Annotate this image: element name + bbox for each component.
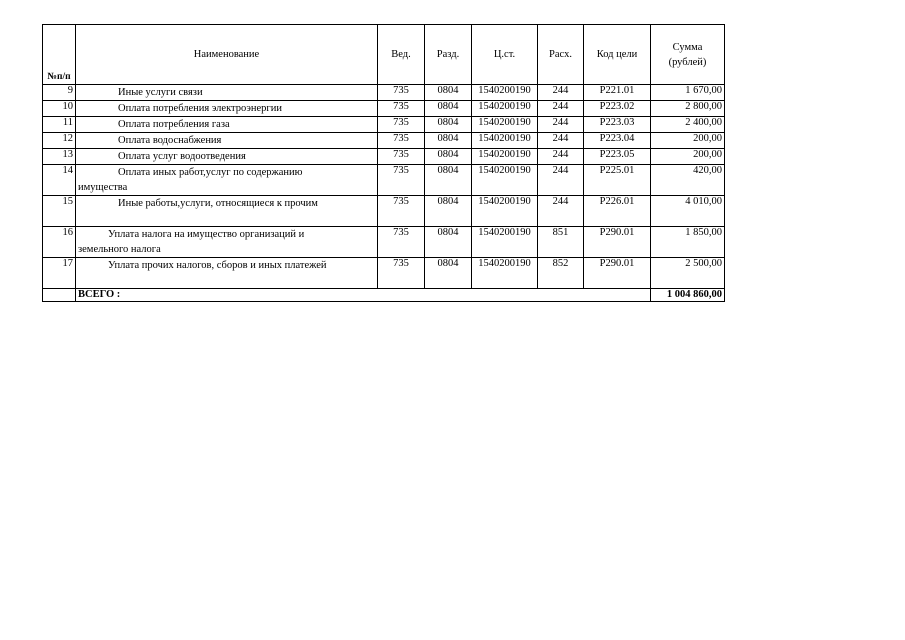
header-name: Наименование	[76, 25, 378, 85]
row-rash: 244	[538, 117, 584, 133]
row-sum: 4 010,00	[651, 196, 725, 227]
row-kod: P225.01	[584, 165, 651, 196]
row-razd: 0804	[425, 258, 472, 289]
row-razd: 0804	[425, 149, 472, 165]
row-ved: 735	[378, 196, 425, 227]
row-sum: 1 670,00	[651, 85, 725, 101]
row-cst: 1540200190	[472, 165, 538, 196]
row-num: 17	[43, 258, 76, 289]
row-razd: 0804	[425, 196, 472, 227]
row-ved: 735	[378, 117, 425, 133]
row-rash: 852	[538, 258, 584, 289]
row-cst: 1540200190	[472, 133, 538, 149]
row-name: Оплата потребления электроэнергии	[76, 101, 378, 117]
row-sum: 200,00	[651, 149, 725, 165]
table-row	[43, 258, 725, 289]
row-name: Оплата услуг водоотведения	[76, 149, 378, 165]
total-row	[43, 289, 725, 302]
row-sum: 2 400,00	[651, 117, 725, 133]
row-num: 11	[43, 117, 76, 133]
header-num: №п/п	[43, 25, 76, 85]
row-sum: 1 850,00	[651, 227, 725, 258]
row-ved: 735	[378, 227, 425, 258]
row-kod: P223.03	[584, 117, 651, 133]
row-rash: 244	[538, 101, 584, 117]
row-num: 14	[43, 165, 76, 196]
header-razd: Разд.	[425, 25, 472, 85]
row-ved: 735	[378, 133, 425, 149]
row-num: 10	[43, 101, 76, 117]
row-kod: P226.01	[584, 196, 651, 227]
row-cst: 1540200190	[472, 258, 538, 289]
header-ved: Вед.	[378, 25, 425, 85]
table-row	[43, 165, 725, 196]
row-kod: P223.04	[584, 133, 651, 149]
row-cst: 1540200190	[472, 196, 538, 227]
row-name: Уплата налога на имущество организаций и земельного налога	[76, 227, 378, 258]
row-razd: 0804	[425, 165, 472, 196]
table-row	[43, 117, 725, 133]
table-row	[43, 227, 725, 258]
row-num: 16	[43, 227, 76, 258]
row-kod: P221.01	[584, 85, 651, 101]
table-row	[43, 196, 725, 227]
row-kod: P223.05	[584, 149, 651, 165]
header-kod: Код цели	[584, 25, 651, 85]
row-rash: 244	[538, 196, 584, 227]
table-row	[43, 149, 725, 165]
row-ved: 735	[378, 149, 425, 165]
table-row	[43, 133, 725, 149]
row-razd: 0804	[425, 117, 472, 133]
row-ved: 735	[378, 258, 425, 289]
row-cst: 1540200190	[472, 149, 538, 165]
row-cst: 1540200190	[472, 117, 538, 133]
row-rash: 244	[538, 133, 584, 149]
row-cst: 1540200190	[472, 101, 538, 117]
row-name: Оплата водоснабжения	[76, 133, 378, 149]
header-sum-line1: Сумма	[672, 41, 703, 53]
row-sum: 2 800,00	[651, 101, 725, 117]
row-kod: P290.01	[584, 227, 651, 258]
row-razd: 0804	[425, 101, 472, 117]
row-name: Иные работы,услуги, относящиеся к прочим	[76, 196, 378, 227]
row-num: 13	[43, 149, 76, 165]
row-kod: P223.02	[584, 101, 651, 117]
total-sum: 1 004 860,00	[651, 289, 725, 302]
row-rash: 244	[538, 149, 584, 165]
row-kod: P290.01	[584, 258, 651, 289]
row-cst: 1540200190	[472, 85, 538, 101]
table-row	[43, 85, 725, 101]
row-razd: 0804	[425, 227, 472, 258]
total-label: ВСЕГО :	[76, 289, 651, 302]
row-name: Оплата иных работ,услуг по содержанию имущества	[76, 165, 378, 196]
row-name: Уплата прочих налогов, сборов и иных платежей	[76, 258, 378, 289]
row-num: 15	[43, 196, 76, 227]
header-cst: Ц.ст.	[472, 25, 538, 85]
row-sum: 420,00	[651, 165, 725, 196]
row-ved: 735	[378, 101, 425, 117]
table-header	[43, 25, 725, 85]
row-ved: 735	[378, 165, 425, 196]
total-num-cell	[43, 289, 76, 302]
row-rash: 244	[538, 85, 584, 101]
row-num: 12	[43, 133, 76, 149]
row-cst: 1540200190	[472, 227, 538, 258]
header-sum-line2: (рублей)	[668, 56, 707, 68]
row-rash: 851	[538, 227, 584, 258]
row-sum: 2 500,00	[651, 258, 725, 289]
table-row	[43, 101, 725, 117]
row-razd: 0804	[425, 85, 472, 101]
row-num: 9	[43, 85, 76, 101]
row-name: Иные услуги связи	[76, 85, 378, 101]
row-ved: 735	[378, 85, 425, 101]
row-name: Оплата потребления газа	[76, 117, 378, 133]
header-rash: Расх.	[538, 25, 584, 85]
row-sum: 200,00	[651, 133, 725, 149]
budget-table	[42, 24, 725, 302]
row-razd: 0804	[425, 133, 472, 149]
row-rash: 244	[538, 165, 584, 196]
header-sum	[651, 25, 725, 85]
